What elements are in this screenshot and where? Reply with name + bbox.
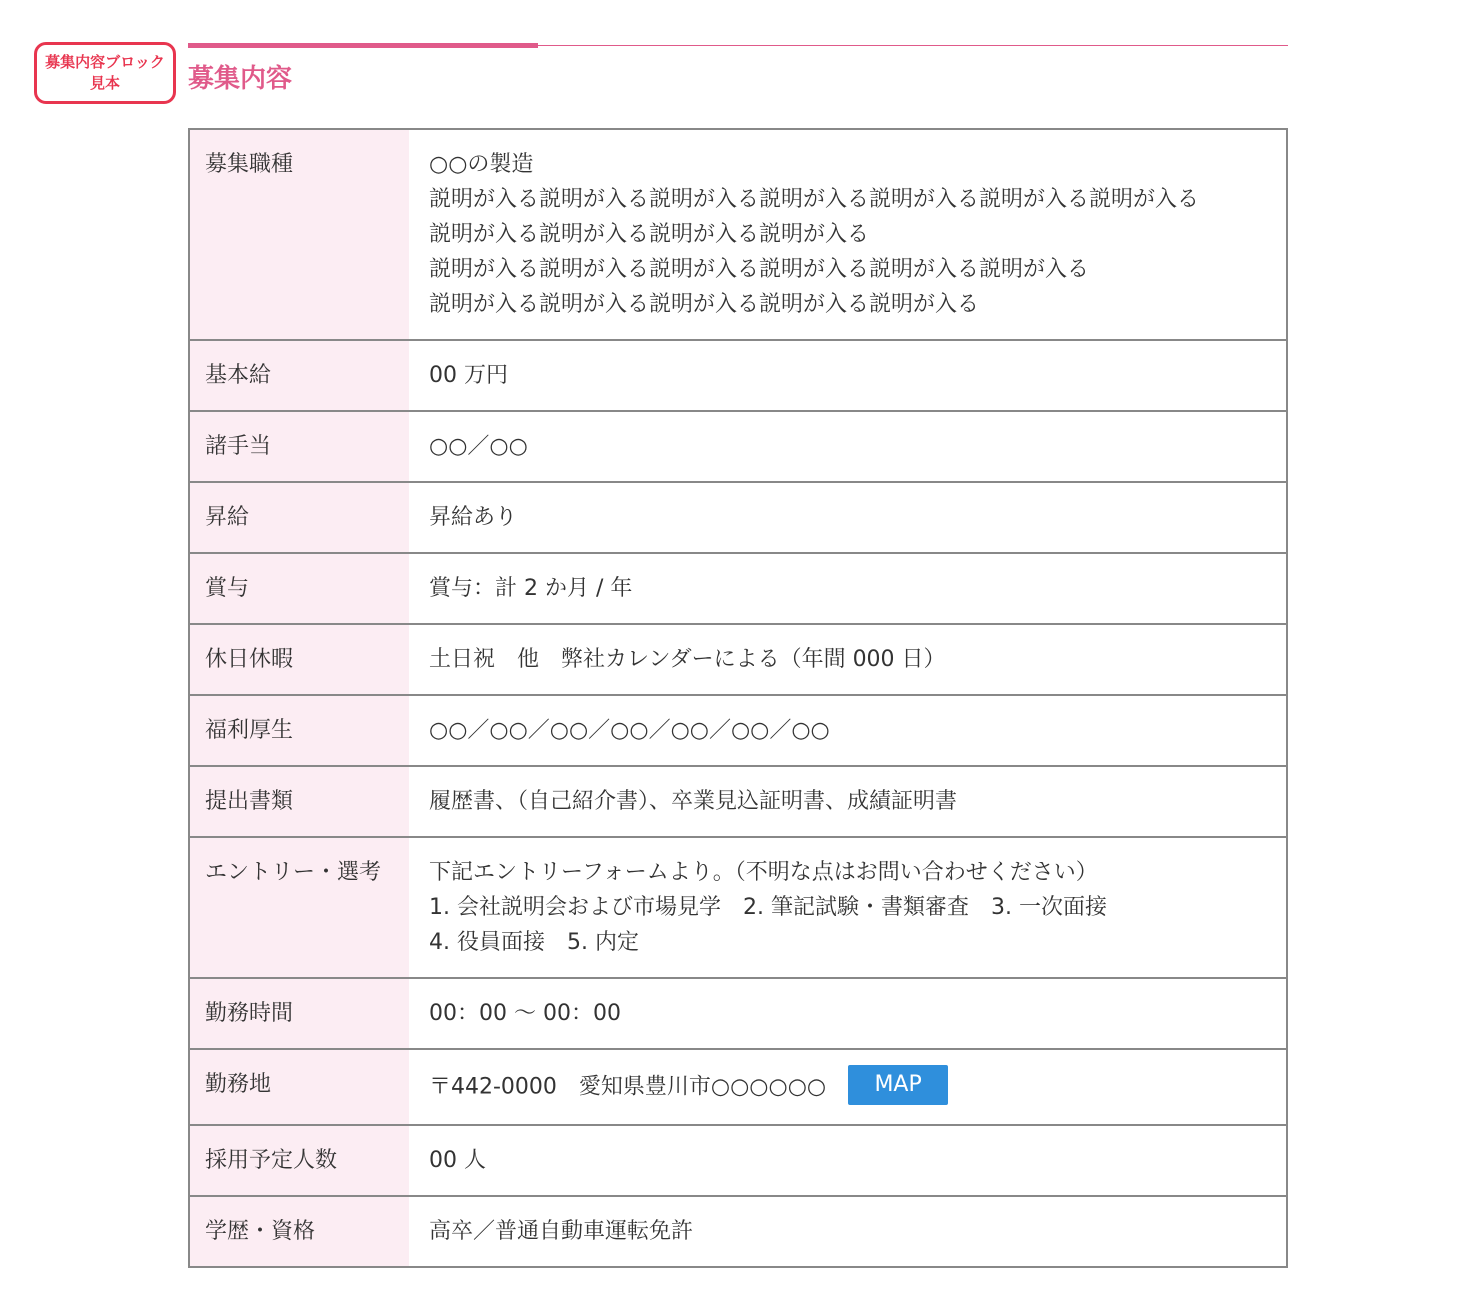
row-value-line: 00 万円 xyxy=(429,363,508,388)
table-row xyxy=(189,766,1287,837)
heading-rule-accent xyxy=(188,43,538,48)
badge-line-2: 見本 xyxy=(89,74,120,92)
table-row xyxy=(189,340,1287,411)
table-row xyxy=(189,482,1287,553)
row-value xyxy=(409,978,1287,1049)
table-row xyxy=(189,411,1287,482)
row-label: 学歴・資格 xyxy=(189,1196,409,1267)
row-label: 募集職種 xyxy=(189,129,409,340)
map-button[interactable]: MAP xyxy=(848,1065,948,1105)
table-row xyxy=(189,553,1287,624)
row-value-line: 00 人 xyxy=(429,1148,486,1173)
row-value-line: 説明が入る説明が入る説明が入る説明が入る説明が入る説明が入る xyxy=(429,257,1090,282)
recruitment-table xyxy=(188,128,1288,1268)
row-value xyxy=(409,766,1287,837)
row-value-line: 高卒／普通自動車運転免許 xyxy=(429,1219,694,1244)
row-value-line: 履歴書、（自己紹介書）、卒業見込証明書、成績証明書 xyxy=(429,789,958,814)
row-value-line: 00：00 〜 00：00 xyxy=(429,1001,621,1026)
table-row xyxy=(189,837,1287,978)
table-row xyxy=(189,1196,1287,1267)
row-value xyxy=(409,340,1287,411)
row-value-line: 下記エントリーフォームより。（不明な点はお問い合わせください） xyxy=(429,860,1098,885)
row-value-line: 土日祝 他 弊社カレンダーによる（年間 000 日） xyxy=(429,647,946,672)
row-value-line: 説明が入る説明が入る説明が入る説明が入る説明が入る説明が入る説明が入る xyxy=(429,187,1200,212)
recruitment-table-body xyxy=(189,129,1287,1267)
table-row xyxy=(189,129,1287,340)
row-label: エントリー・選考 xyxy=(189,837,409,978)
row-value xyxy=(409,411,1287,482)
badge-line-1: 募集内容ブロック xyxy=(45,53,165,71)
row-value-line: 4. 役員面接 5. 内定 xyxy=(429,930,639,955)
sample-badge xyxy=(34,42,176,104)
row-value-line: ○○の製造 xyxy=(429,152,534,177)
row-label: 福利厚生 xyxy=(189,695,409,766)
row-label: 提出書類 xyxy=(189,766,409,837)
row-label: 基本給 xyxy=(189,340,409,411)
row-label: 休日休暇 xyxy=(189,624,409,695)
row-value xyxy=(409,695,1287,766)
table-row xyxy=(189,1125,1287,1196)
table-row xyxy=(189,1049,1287,1125)
section-title: 募集内容 xyxy=(188,64,293,94)
row-label: 昇給 xyxy=(189,482,409,553)
row-value xyxy=(409,1049,1287,1125)
table-row xyxy=(189,695,1287,766)
row-value-line: 昇給あり xyxy=(429,505,518,530)
row-label: 勤務地 xyxy=(189,1049,409,1125)
row-value xyxy=(409,129,1287,340)
row-label: 採用予定人数 xyxy=(189,1125,409,1196)
row-label: 賞与 xyxy=(189,553,409,624)
row-value xyxy=(409,1125,1287,1196)
row-label: 諸手当 xyxy=(189,411,409,482)
row-value-line: 説明が入る説明が入る説明が入る説明が入る xyxy=(429,222,870,247)
row-value-line: 1. 会社説明会および市場見学 2. 筆記試験・書類審査 3. 一次面接 xyxy=(429,895,1107,920)
table-row xyxy=(189,978,1287,1049)
row-value xyxy=(409,1196,1287,1267)
row-value xyxy=(409,624,1287,695)
table-row xyxy=(189,624,1287,695)
row-value xyxy=(409,553,1287,624)
row-value xyxy=(409,837,1287,978)
row-value-line: 賞与：計 2 か月 / 年 xyxy=(429,576,633,601)
row-value-line: ○○／○○ xyxy=(429,434,528,459)
row-value-line: ○○／○○／○○／○○／○○／○○／○○ xyxy=(429,718,830,743)
row-label: 勤務時間 xyxy=(189,978,409,1049)
row-value-line: 説明が入る説明が入る説明が入る説明が入る説明が入る xyxy=(429,292,980,317)
row-value xyxy=(409,482,1287,553)
work-address: 〒442-0000 愛知県豊川市○○○○○○ xyxy=(429,1074,827,1100)
